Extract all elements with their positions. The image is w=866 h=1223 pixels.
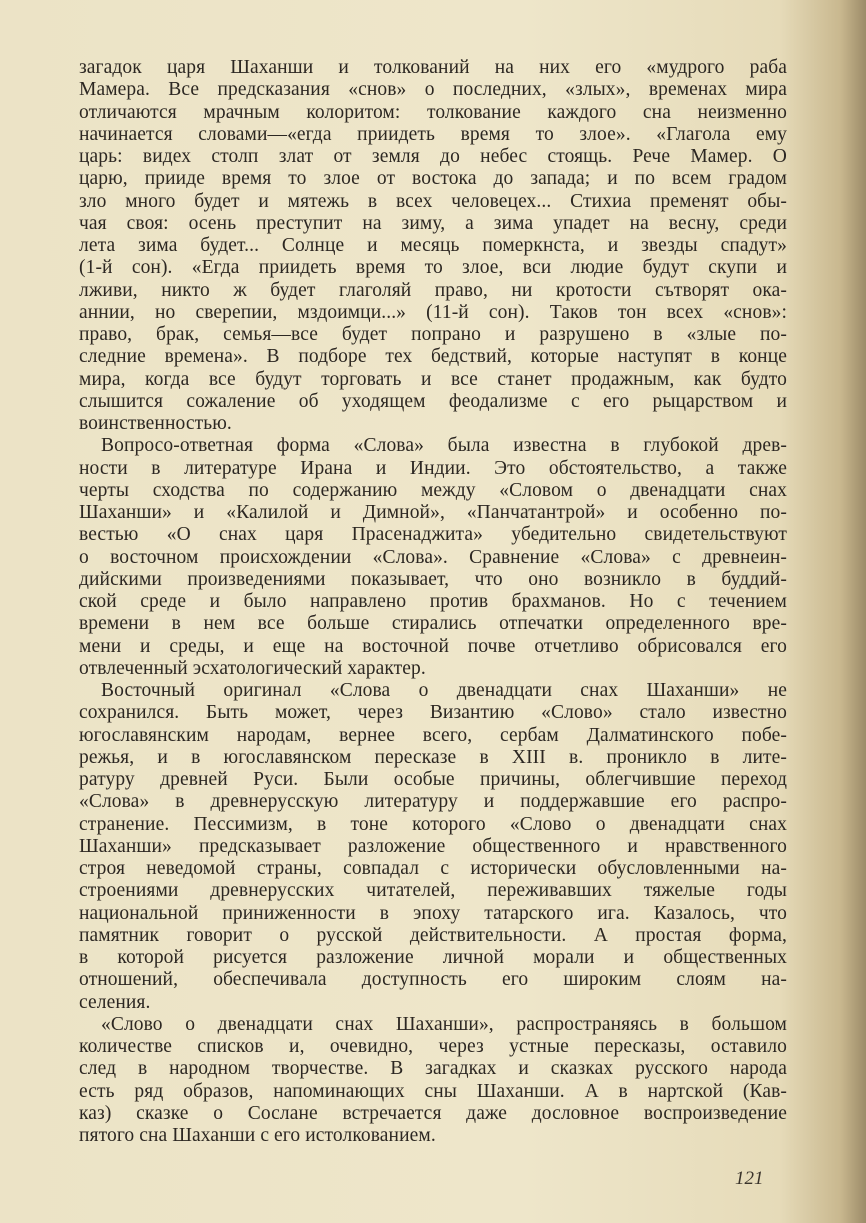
text-line: сохранился. Быть может, через Византию «Слово» стало известно: [79, 702, 787, 724]
text-line: Мамера. Все предсказания «снов» о последних, «злых», временах мира: [79, 79, 787, 101]
paragraph: [79, 1014, 787, 1148]
text-line: царю, прииде время то злое от востока до запада; и по всем градом: [79, 168, 787, 190]
text-line: лживи, никто ж будет глаголяй право, ни кротости сътворят ока-: [79, 279, 787, 301]
text-line: ратуру древней Руси. Были особые причины, облегчившие переход: [79, 769, 787, 790]
text-line: чая своя: осень преступит на зиму, а зима упадет на весну, среди: [79, 212, 787, 234]
text-line: времени в нем все больше стирались отпечатки определенного вре-: [79, 613, 787, 635]
text-line: селения.: [79, 991, 151, 1013]
text-line: мени и среды, и еще на восточной почве отчетливо обрисовался его: [79, 635, 787, 657]
text-line: следние времена». В подборе тех бедствий, которые наступят в конце: [79, 346, 787, 368]
text-line: строя неведомой страны, совпадал с исторически обусловленными на-: [79, 858, 787, 879]
text-line: строениями древнерусских читателей, переживавших тяжелые годы: [79, 880, 787, 902]
text-line: количестве списков и, очевидно, через устные пересказы, оставило: [79, 1036, 787, 1057]
text-line: мира, когда все будут торговать и все станет продажным, как будто: [79, 368, 787, 390]
text-line: отвлеченный эсхатологический характер.: [79, 657, 426, 679]
text-line: Шаханши» и «Калилой и Димной», «Панчатантрой» и особенно по-: [79, 502, 787, 523]
paragraph: [79, 57, 787, 435]
text-line: странение. Пессимизм, в тоне которого «Слово о двенадцати снах: [79, 813, 787, 835]
text-line: начинается словами—«егда приидеть время то злое». «Глагола ему: [79, 123, 787, 145]
paragraph: [79, 680, 787, 1014]
text-line: аннии, но сверепии, мздоимци...» (11-й сон). Таков тон всех «снов»:: [79, 301, 787, 323]
text-line: слышится сожаление об уходящем феодализме с его рыцарством и: [79, 390, 787, 412]
text-line: царь: видех столп злат от земля до небес стоящь. Рече Мамер. О: [79, 146, 787, 167]
text-line: Восточный оригинал «Слова о двенадцати снах Шаханши» не: [101, 680, 787, 701]
text-line: загадок царя Шаханши и толкований на них его «мудрого раба: [79, 57, 787, 78]
text-line: отношений, обеспечивала доступность его широким слоям на-: [79, 969, 787, 991]
text-line: (1-й сон). «Егда приидеть время то злое, вси людие будут скупи и: [79, 257, 787, 279]
text-line: ности в литературе Ирана и Индии. Это обстоятельство, а также: [79, 457, 787, 479]
text-line: зло много будет и мятежь в всех человецех... Стихиа пременят обы-: [79, 190, 787, 212]
text-line: право, брак, семья—все будет попрано и разрушено в «злые по-: [79, 324, 787, 345]
text-line: есть ряд образов, напоминающих сны Шаханши. А в нартской (Кав-: [79, 1080, 787, 1102]
text-line: в которой рисуется разложение личной морали и общественных: [79, 947, 787, 968]
text-line: дийскими произведениями показывает, что оно возникло в буддий-: [79, 568, 787, 590]
text-line: отличаются мрачным колоритом: толкование каждого сна неизменно: [79, 101, 787, 123]
text-line: памятник говорит о русской действительности. А простая форма,: [79, 924, 787, 946]
text-line: о восточном происхождении «Слова». Сравнение «Слова» с древнеин-: [79, 546, 787, 568]
text-line: режья, и в югославянском пересказе в XIII в. проникло в лите-: [79, 746, 787, 768]
page-number: 121: [735, 1168, 764, 1189]
text-line: ской среде и было направлено против брахманов. Но с течением: [79, 591, 787, 612]
text-line: Шаханши» предсказывает разложение общественного и нравственного: [79, 835, 787, 857]
page-body: [79, 57, 787, 1147]
text-line: каз) сказке о Сослане встречается даже дословное воспроизведение: [79, 1102, 787, 1124]
text-line: «Слово о двенадцати снах Шаханши», распространяясь в большом: [101, 1013, 787, 1035]
text-line: «Слова» в древнерусскую литературу и поддержавшие его распро-: [79, 791, 787, 813]
text-line: вестью «О снах царя Прасенаджита» убедительно свидетельствуют: [79, 524, 787, 546]
text-line: национальной приниженности в эпоху татарского ига. Казалось, что: [79, 902, 787, 924]
paragraph: [79, 435, 787, 680]
text-line: югославянским народам, вернее всего, сербам Далматинского побе-: [79, 724, 787, 746]
text-line: воинственностью.: [79, 413, 232, 434]
text-line: лета зима будет... Солнце и месяць померкнста, и звезды спадут»: [79, 235, 787, 256]
text-line: след в народном творчестве. В загадках и сказках русского народа: [79, 1058, 787, 1080]
text-line: черты сходства по содержанию между «Словом о двенадцати снах: [79, 479, 787, 501]
text-line: пятого сна Шаханши с его истолкованием.: [79, 1125, 436, 1146]
text-line: Вопросо-ответная форма «Слова» была известна в глубокой древ-: [101, 435, 787, 457]
